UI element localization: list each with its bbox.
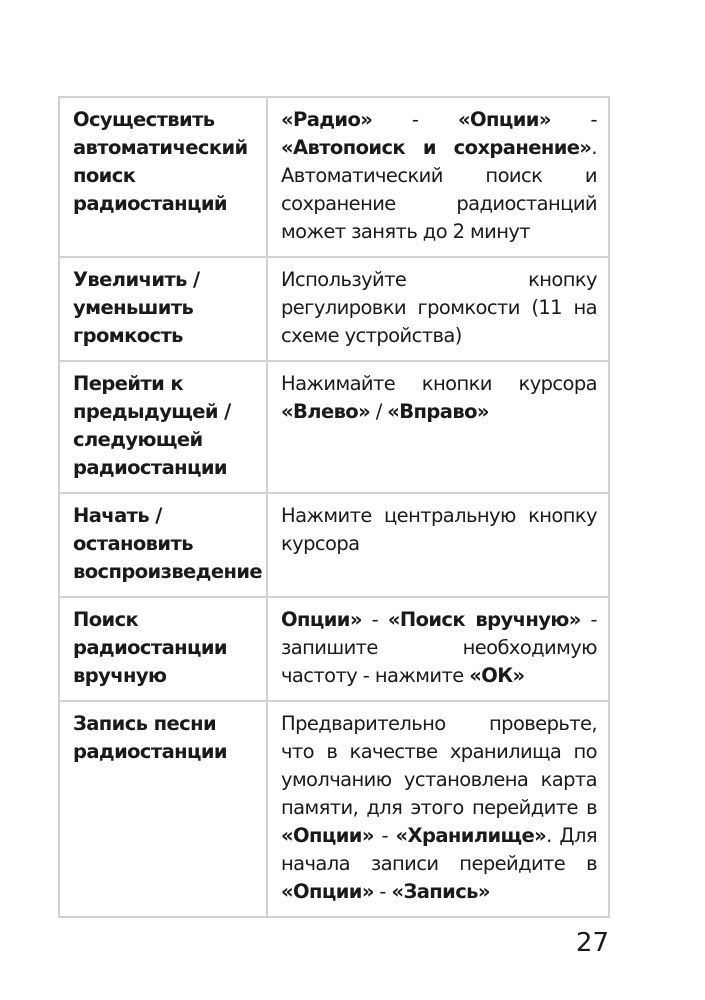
- table-row: [59, 597, 609, 701]
- action-cell: Начать / остановить воспроизведение: [59, 493, 267, 597]
- instructions-table: [58, 96, 610, 918]
- table-row: [59, 257, 609, 361]
- description-cell: «Радио» - «Опции» - «Автопоиск и сохранение». Автоматический поиск и сохранение радиостанций может занять до 2 минут: [267, 97, 609, 257]
- description-cell: Нажмите центральную кнопку курсора: [267, 493, 609, 597]
- page-number: 27: [575, 928, 609, 958]
- table-row: [59, 361, 609, 493]
- description-cell: Используйте кнопку регулировки громкости (11 на схеме устройства): [267, 257, 609, 361]
- description-cell: Предварительно проверьте, что в качестве хранилища по умолчанию установлена карта памяти, для этого перейдите в «Опции» - «Хранилище». Для начала записи перейдите в «Опции» - «Запись»: [267, 701, 609, 917]
- action-cell: Запись песни радиостанции: [59, 701, 267, 917]
- table-row: [59, 701, 609, 917]
- description-cell: Опции» - «Поиск вручную» - запишите необходимую частоту - нажмите «ОК»: [267, 597, 609, 701]
- action-cell: Поиск радиостанции вручную: [59, 597, 267, 701]
- table-row: [59, 97, 609, 257]
- action-cell: Перейти к предыдущей / следующей радиостанции: [59, 361, 267, 493]
- description-cell: Нажимайте кнопки курсора «Влево» / «Вправо»: [267, 361, 609, 493]
- action-cell: Увеличить / уменьшить громкость: [59, 257, 267, 361]
- action-cell: Осуществить автоматический поиск радиостанций: [59, 97, 267, 257]
- table-row: [59, 493, 609, 597]
